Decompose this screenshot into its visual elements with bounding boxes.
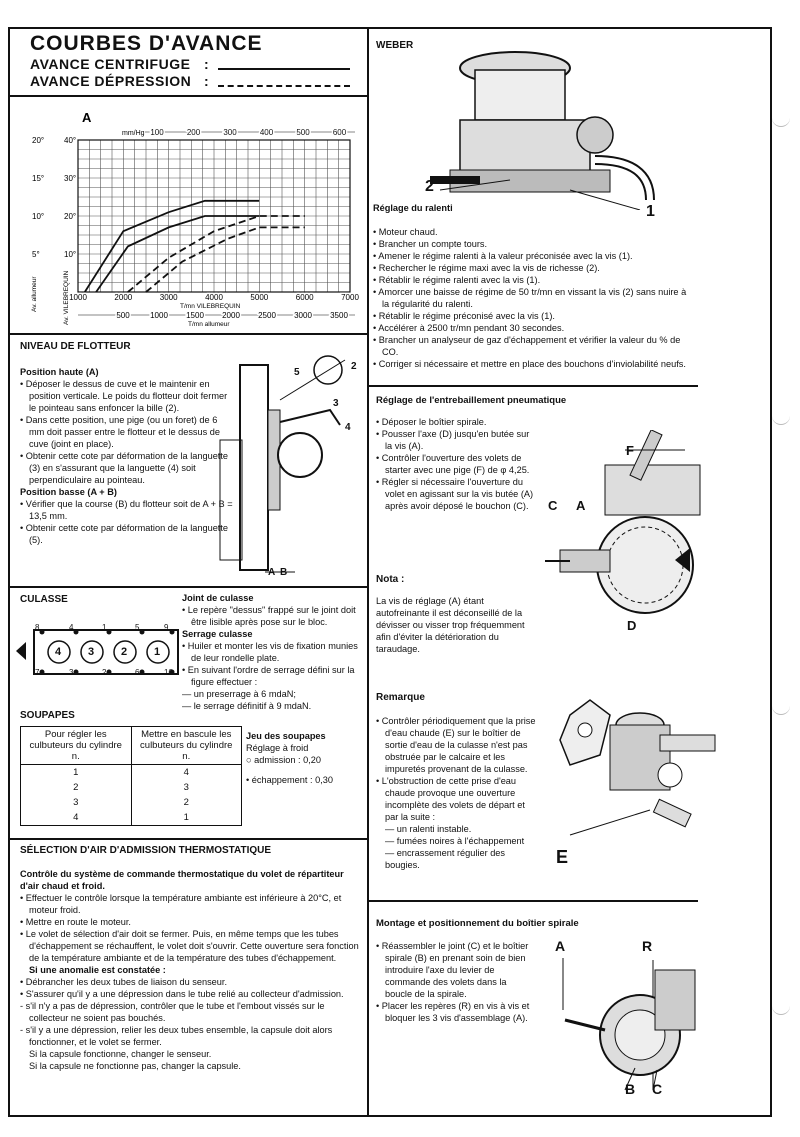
bolt-number: 5 xyxy=(135,623,140,632)
remarque-item: — un ralenti instable. xyxy=(385,824,472,834)
deg-tick-label: 20° xyxy=(32,136,45,145)
serrage-item: • Huiler et monter les vis de fixation munies de leur rondelle plate. xyxy=(182,641,358,663)
x1-tick-label: 3000 xyxy=(159,293,178,302)
montage-divider xyxy=(368,900,698,902)
soupapes-table xyxy=(20,726,242,826)
cylinder-number: 4 xyxy=(55,646,62,658)
selection-item: Si la capsule ne fonctionne pas, changer la capsule. xyxy=(29,1061,241,1071)
entre-text xyxy=(376,416,538,512)
fig-label-4: 4 xyxy=(345,422,351,433)
ralenti-text xyxy=(373,202,691,370)
bolt-number: 9 xyxy=(164,623,169,632)
advance-chart xyxy=(10,100,366,332)
remarque-item: • L'obstruction de cette prise d'eau chaude provoque une ouverture incomplète des volets de départ et par la suite : xyxy=(376,776,525,822)
x2-tick-label: 2500 xyxy=(258,311,276,320)
remarque-item: — encrassement régulier des bougies. xyxy=(385,848,506,870)
mmhg-tick-label: 400 xyxy=(259,128,274,137)
vil-tick-label: 10° xyxy=(64,250,77,259)
cylinder-number: 2 xyxy=(121,646,128,658)
mmhg-tick-label: 300 xyxy=(223,128,237,137)
ralenti-title: Réglage du ralenti xyxy=(373,203,453,213)
table-cell: 3 xyxy=(131,780,242,795)
vil-tick-label: 20° xyxy=(64,212,77,221)
bolt-number: 3 xyxy=(69,668,74,677)
nota-title: Nota : xyxy=(376,574,405,585)
ralenti-item: • Rétablir le régime préconisé avec la vis (1). xyxy=(373,311,555,321)
centrifuge-colon: : xyxy=(204,56,210,72)
ralenti-item: • Brancher un analyseur de gaz d'échappement et vérifier la valeur du % de CO. xyxy=(373,335,681,357)
montage-text xyxy=(376,940,536,1024)
page-title: COURBES D'AVANCE xyxy=(30,32,263,55)
haute-title: Position haute (A) xyxy=(20,367,99,377)
admission-value: : 0,20 xyxy=(298,755,322,765)
x2-tick-label: 1000 xyxy=(150,311,168,320)
niveau-divider xyxy=(8,586,368,588)
weber-title: WEBER xyxy=(376,40,414,51)
selection-title: SÉLECTION D'AIR D'ADMISSION THERMOSTATIQUE xyxy=(20,845,272,856)
remarque-text xyxy=(376,715,536,871)
ralenti-item: • Rétablir le régime ralenti avec la vis (1). xyxy=(373,275,541,285)
nota-text: La vis de réglage (A) étant autofreinante il est déconseillé de la dévisser ou visser trop fréquemment afin d'éviter la détérioration du taraudage. xyxy=(376,596,525,654)
float-level-diagram xyxy=(210,340,368,580)
entre-title: Réglage de l'entrebaillement pneumatique xyxy=(376,395,567,406)
admission-label: ○ admission xyxy=(246,755,296,765)
binder-mark xyxy=(772,700,790,715)
depression-colon: : xyxy=(204,73,210,89)
culasse-title: CULASSE xyxy=(20,594,68,605)
remarque-item: • Contrôler périodiquement que la prise d'eau chaude (E) sur le boîtier de sortie d'eau de la culasse n'est pas obstruée par le calcaire et les impuretés provenant de la culasse. xyxy=(376,716,536,774)
depression-label: AVANCE DÉPRESSION xyxy=(30,73,192,89)
bolt-number: 7 xyxy=(35,668,40,677)
x2-tick-label: 3000 xyxy=(294,311,312,320)
niveau-title: NIVEAU DE FLOTTEUR xyxy=(20,341,131,352)
centrifuge-label: AVANCE CENTRIFUGE xyxy=(30,56,191,72)
selection-text xyxy=(20,868,360,1072)
soupapes-col1: Pour régler les culbuteurs du cylindre n. xyxy=(21,727,132,765)
montage-label-c: C xyxy=(652,1081,663,1097)
bolt-number: 6 xyxy=(135,668,140,677)
table-cell: 1 xyxy=(21,765,132,781)
serrage-item: • En suivant l'ordre de serrage défini sur la figure effectuer : xyxy=(182,665,355,687)
haute-item: • Obtenir cette cote par déformation de la languette (3) en s'assurant que la languette (4) soit perpendiculaire au pointeau. xyxy=(20,451,229,485)
fig-label-5: 5 xyxy=(294,367,300,378)
basse-title: Position basse (A + B) xyxy=(20,487,117,497)
fig-label-a: A xyxy=(268,567,276,578)
bolt-number: 2 xyxy=(102,668,107,677)
depression-line xyxy=(218,85,350,87)
x2-axis-label: T/mn allumeur xyxy=(188,321,230,328)
selection-item: • Le volet de sélection d'air doit se fermer. Puis, en même temps que les tubes d'échappement se réchauffent, le volet doit s'ouvrir. Cette ouverture sera fonction de la température ambiante et de la température des tubes d'échappement. xyxy=(20,929,359,963)
montage-label-b: B xyxy=(625,1081,636,1097)
x1-axis-label: T/mn VILEBREQUIN xyxy=(180,303,241,310)
selection-item: • Effectuer le contrôle lorsque la température ambiante est inférieure à 20°C, et moteur froid. xyxy=(20,893,342,915)
joint-text: • Le repère "dessus" frappé sur le joint doit être lisible après pose sur le bloc. xyxy=(182,605,356,627)
entre-item: • Pousser l'axe (D) jusqu'en butée sur la vis (A). xyxy=(376,429,530,451)
ralenti-item: • Amorcer une baisse de régime de 50 tr/mn en vissant la vis (2) sans nuire à la régularité du ralenti. xyxy=(373,287,687,309)
weber-label-1: 1 xyxy=(646,203,655,220)
cylinder-number: 1 xyxy=(154,646,161,658)
haute-item: • Déposer le dessus de cuve et le maintenir en position verticale. Le poids du flotteur doit fermer le pointeau sans enfoncer la bille (2). xyxy=(20,379,228,413)
selection-ctrl-title: Contrôle du système de commande thermostatique du volet de répartiteur d'air chaud et froid. xyxy=(20,869,344,891)
pneumatic-gap-illustration xyxy=(540,430,720,630)
ralenti-item: • Rechercher le régime maxi avec la vis de richesse (2). xyxy=(373,263,600,273)
niveau-text xyxy=(20,366,235,546)
echappement-value: : 0,30 xyxy=(310,775,334,785)
centrifuge-line xyxy=(218,68,350,70)
x1-tick-label: 7000 xyxy=(341,293,359,302)
entre-label-d: D xyxy=(627,618,637,633)
x1-tick-label: 4000 xyxy=(205,293,223,302)
ylabel-right: Av. VILEBREQUIN xyxy=(63,270,70,325)
fig-label-3: 3 xyxy=(333,398,339,409)
serrage-title: Serrage culasse xyxy=(182,629,253,639)
montage-label-r: R xyxy=(642,938,653,954)
mmhg-tick-label: 600 xyxy=(332,128,347,137)
binder-mark xyxy=(772,1000,790,1015)
table-cell: 2 xyxy=(131,795,242,810)
montage-item: • Réassembler le joint (C) et le boîtier spirale (B) en prenant soin de bien introduire l'axe du levier de commande des volets dans la boucle de la spirale. xyxy=(376,941,529,999)
montage-label-a: A xyxy=(555,938,566,954)
x2-tick-label: 1500 xyxy=(186,311,204,320)
serrage-item: — le serrage définitif à 9 mdaN. xyxy=(182,701,312,711)
selection-item: • S'assurer qu'il y a une dépression dans le tube relié au collecteur d'admission. xyxy=(20,989,344,999)
culasse-text xyxy=(182,592,360,712)
soupapes-col2: Mettre en bascule les culbuteurs du cylindre n. xyxy=(131,727,242,765)
header-divider xyxy=(8,95,368,97)
montage-item: • Placer les repères (R) en vis à vis et bloquer les 3 vis d'assemblage (A). xyxy=(376,1001,530,1023)
selection-anomalie: Si une anomalie est constatée : xyxy=(29,965,166,975)
remarque-title: Remarque xyxy=(376,692,425,703)
ralenti-item: • Amener le régime ralenti à la valeur préconisée avec la vis (1). xyxy=(373,251,633,261)
chart-divider xyxy=(8,333,368,335)
chart-label-a: A xyxy=(82,110,92,125)
echappement-label: • échappement xyxy=(246,775,308,785)
advance-curve xyxy=(85,201,259,292)
basse-item: • Vérifier que la course (B) du flotteur soit de A + B = 13,5 mm. xyxy=(20,499,233,521)
weber-carburetor-illustration xyxy=(420,40,680,210)
bolt-number: 8 xyxy=(35,623,40,632)
ylabel-left: Av. allumeur xyxy=(31,276,38,312)
bolt-number: 1 xyxy=(102,623,107,632)
mmhg-tick-label: 100 xyxy=(150,128,164,137)
vil-tick-label: 30° xyxy=(64,174,77,183)
deg-tick-label: 15° xyxy=(32,174,45,183)
entre-item: • Contrôler l'ouverture des volets de starter avec une pige (F) de φ 4,25. xyxy=(376,453,530,475)
x2-tick-label: 500 xyxy=(116,311,130,320)
jeu-title: Jeu des soupapes xyxy=(246,731,326,741)
fig-label-b: B xyxy=(280,567,288,578)
water-outlet-illustration xyxy=(550,695,720,845)
table-cell: 1 xyxy=(131,810,242,826)
x1-tick-label: 1000 xyxy=(69,293,87,302)
entre-item: • Déposer le boîtier spirale. xyxy=(376,417,487,427)
remarque-item: — fumées noires à l'échappement xyxy=(385,836,525,846)
binder-mark xyxy=(772,112,790,127)
x1-tick-label: 6000 xyxy=(295,293,314,302)
jeu-sub: Réglage à froid xyxy=(246,743,309,753)
jeu-text xyxy=(246,730,364,786)
vil-tick-label: 40° xyxy=(64,136,77,145)
mmhg-tick-label: 200 xyxy=(186,128,201,137)
selection-item: • Débrancher les deux tubes de liaison du senseur. xyxy=(20,977,228,987)
ralenti-item: • Accélérer à 2500 tr/mn pendant 30 secondes. xyxy=(373,323,565,333)
soupapes-title: SOUPAPES xyxy=(20,710,75,721)
basse-item: • Obtenir cette cote par déformation de la languette (5). xyxy=(20,523,229,545)
ralenti-item: • Brancher un compte tours. xyxy=(373,239,488,249)
x2-tick-label: 3500 xyxy=(330,311,348,320)
montage-title: Montage et positionnement du boîtier spirale xyxy=(376,918,579,929)
selection-item: - s'il n'y a pas de dépression, contrôler que le tube et l'embout vissés sur le collecteur ne soient pas bouchés. xyxy=(20,1001,325,1023)
table-cell: 3 xyxy=(21,795,132,810)
entre-label-f: F xyxy=(626,443,634,458)
entre-label-a: A xyxy=(576,498,586,513)
selection-item: - s'il y a une dépression, relier les deux tubes ensemble, la capsule doit alors fonctionner, et le volet se fermer. xyxy=(20,1025,333,1047)
bolt-number: 4 xyxy=(69,623,74,632)
haute-item: • Dans cette position, une pige (ou un foret) de 6 mm doit passer entre le flotteur et le dessus de cuve (joint en place). xyxy=(20,415,220,449)
selection-item: Si la capsule fonctionne, changer le senseur. xyxy=(29,1049,212,1059)
x1-tick-label: 5000 xyxy=(250,293,269,302)
cylinder-number: 3 xyxy=(88,646,95,658)
ralenti-item: • Moteur chaud. xyxy=(373,227,438,237)
mmhg-tick-label: 500 xyxy=(296,128,310,137)
culasse-divider xyxy=(8,838,368,840)
mmhg-unit-label: mm/Hg xyxy=(122,130,145,137)
table-cell: 4 xyxy=(131,765,242,781)
table-cell: 2 xyxy=(21,780,132,795)
joint-title: Joint de culasse xyxy=(182,593,254,603)
x2-tick-label: 2000 xyxy=(222,311,240,320)
remarque-label-e: E xyxy=(556,847,569,867)
deg-tick-label: 10° xyxy=(32,212,45,221)
ralenti-divider xyxy=(368,385,698,387)
ralenti-item: • Corriger si nécessaire et mettre en place des bouchons d'inviolabilité neufs. xyxy=(373,359,686,369)
x1-tick-label: 2000 xyxy=(114,293,133,302)
binder-mark xyxy=(772,410,790,425)
entre-item: • Régler si nécessaire l'ouverture du volet en agissant sur la vis butée (A) après avoir déposé le bouchon (C). xyxy=(376,477,534,511)
selection-item: • Mettre en route le moteur. xyxy=(20,917,131,927)
deg-tick-label: 5° xyxy=(32,250,40,259)
table-cell: 4 xyxy=(21,810,132,826)
weber-label-2: 2 xyxy=(425,178,434,195)
bolt-number: 10 xyxy=(164,668,173,677)
entre-label-c: C xyxy=(548,498,558,513)
serrage-item: — un preserrage à 6 mdaN; xyxy=(182,689,296,699)
fig-label-2: 2 xyxy=(351,361,357,372)
